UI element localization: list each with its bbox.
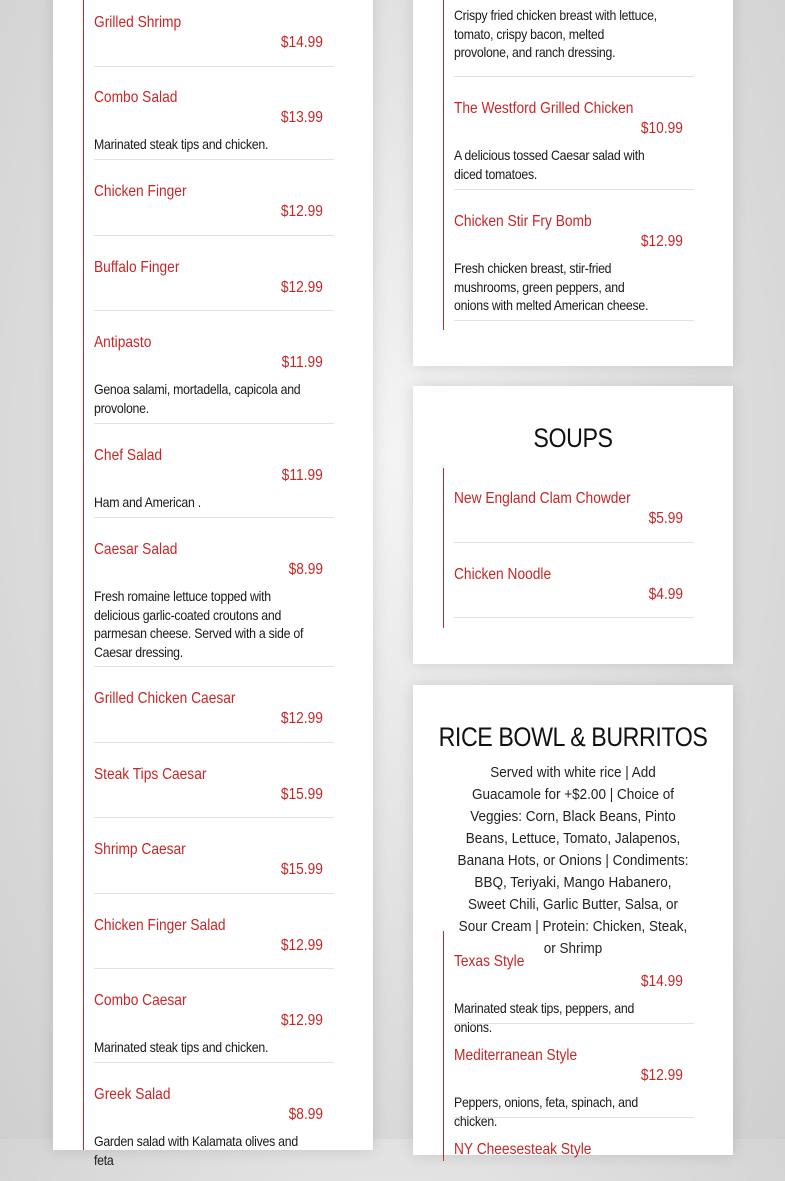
menu-item[interactable]	[94, 917, 334, 969]
item-price: $12.99	[280, 279, 323, 296]
item-price: $4.99	[648, 586, 683, 603]
item-price: $14.99	[640, 973, 683, 990]
menu-item[interactable]	[94, 89, 334, 160]
item-name: Texas Style	[454, 953, 525, 970]
item-description: Crispy fried chicken breast with lettuce, tomato, crispy bacon, melted provolone, and ranch dressing.	[454, 7, 657, 60]
item-price: $10.99	[640, 120, 683, 137]
item-name: Grilled Chicken Caesar	[94, 690, 236, 707]
menu-item[interactable]	[454, 0, 694, 77]
item-description: Ham and American .	[94, 494, 201, 510]
item-price: $12.99	[640, 1067, 683, 1084]
item-description: Marinated steak tips and chicken.	[94, 1039, 269, 1055]
item-name: Shrimp Caesar	[94, 841, 186, 858]
item-price: $12.99	[280, 937, 323, 954]
item-name: Mediterranean Style	[454, 1047, 578, 1064]
menu-item[interactable]	[94, 992, 334, 1063]
item-name: New England Clam Chowder	[454, 490, 631, 507]
section-title: RICE BOWL & BURRITOS	[438, 722, 708, 752]
salads-card	[53, 0, 373, 1168]
item-price: $12.99	[280, 1012, 323, 1029]
section-title: SOUPS	[533, 423, 613, 453]
menu-item[interactable]	[454, 566, 694, 618]
menu-item[interactable]	[454, 1141, 694, 1181]
rice-bowl-card	[413, 685, 733, 1158]
item-description: Peppers, onions, feta, spinach, and chicken.	[454, 1094, 638, 1129]
menu-item[interactable]	[454, 213, 694, 321]
menu-item[interactable]	[94, 1086, 334, 1168]
item-name: Greek Salad	[94, 1086, 171, 1103]
item-name: Chef Salad	[94, 447, 163, 464]
menu-item[interactable]	[94, 541, 334, 667]
soups-card	[413, 386, 733, 664]
salads-list	[83, 0, 323, 1168]
item-price: $8.99	[288, 561, 323, 578]
soups-list	[443, 468, 683, 628]
item-price: $12.99	[280, 203, 323, 220]
item-description: Fresh romaine lettuce topped with delicious garlic-coated croutons and parmesan cheese. Served with a side of Caesar dressing.	[94, 588, 304, 660]
item-price: $5.99	[648, 510, 683, 527]
item-name: Buffalo Finger	[94, 259, 180, 276]
item-description: Marinated steak tips, peppers, and onions.	[454, 1000, 635, 1035]
item-name: Chicken Finger	[94, 183, 187, 200]
item-name: Chicken Noodle	[454, 566, 552, 583]
menu-item[interactable]	[94, 259, 334, 311]
item-description: Genoa salami, mortadella, capicola and provolone.	[94, 381, 301, 416]
item-description: A delicious tossed Caesar salad with diced tomatoes.	[454, 147, 645, 182]
item-name: Chicken Finger Salad	[94, 917, 226, 934]
sandwiches-list	[443, 0, 683, 330]
item-name: The Westford Grilled Chicken	[454, 100, 634, 117]
item-price: $12.99	[280, 710, 323, 727]
item-description: Garden salad with Kalamata olives and feta	[94, 1133, 298, 1168]
section-description: Served with white rice | Add Guacamole for +$2.00 | Choice of Veggies: Corn, Black Beans, Pinto Beans, Lettuce, Tomato, Jalapenos, Banana Hots, or Onions | Condiments: BBQ, Teriyaki, Mango Habanero, Sweet Chili, Garlic Butter, Salsa, or Sour Cream | Protein: Chicken, Steak, or Shrimp	[457, 764, 689, 957]
item-name: Combo Caesar	[94, 992, 187, 1009]
item-name: Grilled Shrimp	[94, 14, 182, 31]
menu-item[interactable]	[94, 14, 334, 67]
item-price: $11.99	[281, 354, 323, 371]
item-price: $11.99	[281, 467, 323, 484]
item-price: $15.99	[280, 861, 323, 878]
menu-item[interactable]	[454, 490, 694, 543]
item-name: Caesar Salad	[94, 541, 178, 558]
sandwiches-card	[413, 0, 733, 366]
item-name: Combo Salad	[94, 89, 178, 106]
menu-item[interactable]	[94, 841, 334, 894]
item-price: $15.99	[280, 786, 323, 803]
menu-item[interactable]	[94, 447, 334, 518]
menu-item[interactable]	[94, 183, 334, 236]
item-price: $12.99	[640, 233, 683, 250]
item-price: $8.99	[288, 1106, 323, 1123]
item-name: Steak Tips Caesar	[94, 766, 207, 783]
item-price: $13.99	[280, 109, 323, 126]
menu-item[interactable]	[454, 1047, 694, 1129]
menu-item[interactable]	[94, 334, 334, 424]
menu-item[interactable]	[454, 953, 694, 1035]
item-name: NY Cheesesteak Style	[454, 1141, 592, 1158]
rice-bowl-list	[443, 931, 683, 1161]
item-description: Marinated steak tips and chicken.	[94, 136, 269, 152]
menu-item[interactable]	[94, 690, 334, 743]
item-description: Fresh chicken breast, stir-fried mushrooms, green peppers, and onions with melted American cheese.	[454, 260, 649, 313]
menu-item[interactable]	[454, 100, 694, 190]
item-name: Chicken Stir Fry Bomb	[454, 213, 592, 230]
menu-item[interactable]	[94, 766, 334, 818]
item-price: $14.99	[280, 34, 323, 51]
item-name: Antipasto	[94, 334, 152, 351]
